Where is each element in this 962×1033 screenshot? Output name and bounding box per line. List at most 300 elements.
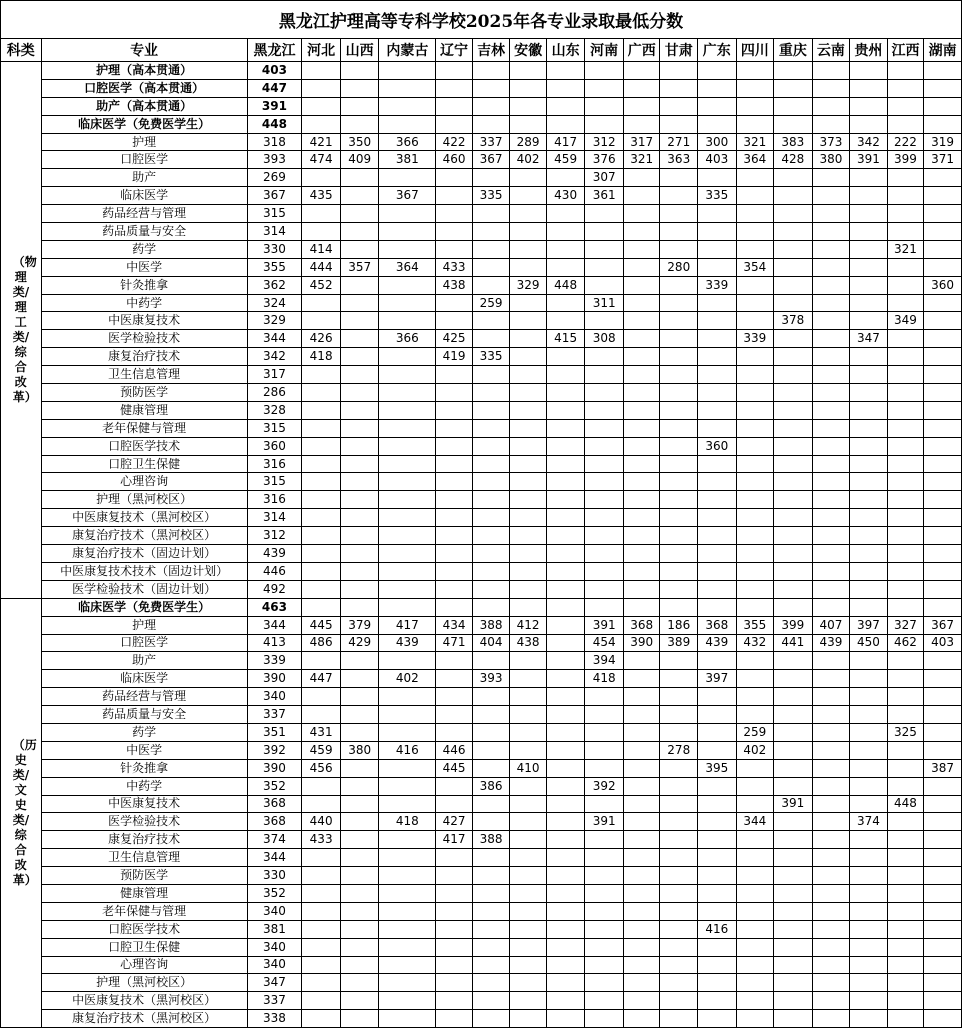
score-cell: 269 [247, 169, 302, 187]
score-cell [379, 723, 436, 741]
score-cell [660, 491, 698, 509]
score-cell [698, 545, 737, 563]
score-cell [924, 97, 962, 115]
score-cell [660, 849, 698, 867]
score-cell [379, 920, 436, 938]
score-cell [436, 473, 473, 491]
table-row [1, 992, 962, 1010]
major-name: 口腔医学（高本贯通） [41, 79, 247, 97]
score-cell [924, 419, 962, 437]
score-cell [774, 527, 813, 545]
score-cell [340, 509, 379, 527]
table-row [1, 527, 962, 545]
score-cell [850, 366, 888, 384]
score-cell [585, 455, 624, 473]
score-cell [660, 759, 698, 777]
score-cell [510, 652, 547, 670]
score-cell [774, 652, 813, 670]
score-cell [812, 795, 850, 813]
score-cell [379, 688, 436, 706]
score-cell [510, 419, 547, 437]
major-name: 中医学 [41, 258, 247, 276]
score-cell [340, 849, 379, 867]
major-name: 预防医学 [41, 384, 247, 402]
score-cell: 350 [340, 133, 379, 151]
score-cell: 441 [774, 634, 813, 652]
score-cell [302, 884, 341, 902]
score-cell [340, 688, 379, 706]
score-cell [698, 509, 737, 527]
score-cell: 378 [774, 312, 813, 330]
score-cell [623, 401, 660, 419]
score-cell [887, 992, 924, 1010]
major-name: 药品经营与管理 [41, 205, 247, 223]
score-cell [736, 670, 774, 688]
score-cell [660, 706, 698, 724]
score-cell [698, 580, 737, 598]
score-cell: 280 [660, 258, 698, 276]
score-cell [623, 491, 660, 509]
score-cell [302, 688, 341, 706]
score-cell [887, 777, 924, 795]
score-cell [736, 956, 774, 974]
table-row [1, 455, 962, 473]
score-cell [924, 688, 962, 706]
score-cell: 367 [247, 187, 302, 205]
score-cell [472, 706, 510, 724]
score-cell [436, 902, 473, 920]
score-cell [850, 240, 888, 258]
score-cell [546, 223, 585, 241]
score-cell [887, 545, 924, 563]
major-name: 健康管理 [41, 884, 247, 902]
score-cell [436, 884, 473, 902]
score-cell [887, 956, 924, 974]
score-cell: 335 [698, 187, 737, 205]
score-cell [812, 205, 850, 223]
score-cell [340, 348, 379, 366]
score-cell: 407 [812, 616, 850, 634]
score-cell [340, 795, 379, 813]
score-cell [585, 276, 624, 294]
score-cell [340, 527, 379, 545]
major-name: 中医康复技术技术（固边计划） [41, 562, 247, 580]
score-cell [585, 62, 624, 80]
score-cell [736, 867, 774, 885]
score-cell [623, 706, 660, 724]
column-header: 辽宁 [436, 39, 473, 62]
table-row [1, 187, 962, 205]
score-cell [736, 384, 774, 402]
major-name: 针灸推拿 [41, 759, 247, 777]
score-cell [660, 992, 698, 1010]
score-cell [698, 401, 737, 419]
score-cell [924, 62, 962, 80]
score-cell: 399 [887, 151, 924, 169]
score-cell [623, 831, 660, 849]
score-cell [585, 741, 624, 759]
score-cell [585, 1010, 624, 1028]
score-cell [924, 884, 962, 902]
score-cell [774, 509, 813, 527]
score-cell [340, 437, 379, 455]
score-cell [660, 831, 698, 849]
score-cell: 342 [247, 348, 302, 366]
score-cell [812, 545, 850, 563]
column-header: 山东 [546, 39, 585, 62]
score-cell [510, 312, 547, 330]
table-row [1, 491, 962, 509]
score-cell [623, 384, 660, 402]
score-cell: 393 [472, 670, 510, 688]
score-cell [924, 509, 962, 527]
score-cell [660, 437, 698, 455]
score-cell [774, 723, 813, 741]
score-cell [546, 920, 585, 938]
score-cell [774, 884, 813, 902]
score-cell [812, 491, 850, 509]
score-cell [472, 437, 510, 455]
score-cell [546, 366, 585, 384]
score-cell: 314 [247, 509, 302, 527]
score-cell: 355 [736, 616, 774, 634]
score-cell [698, 169, 737, 187]
score-cell [510, 974, 547, 992]
score-cell [698, 992, 737, 1010]
score-cell [924, 902, 962, 920]
score-cell [924, 777, 962, 795]
score-cell [736, 437, 774, 455]
score-cell [924, 992, 962, 1010]
score-cell [774, 240, 813, 258]
score-cell [510, 509, 547, 527]
category-label: （历史类/文史类/综合改革） [12, 737, 37, 887]
score-cell [379, 312, 436, 330]
score-cell [510, 258, 547, 276]
score-cell [736, 938, 774, 956]
score-cell: 367 [472, 151, 510, 169]
score-cell [510, 670, 547, 688]
score-cell [302, 97, 341, 115]
score-cell [436, 688, 473, 706]
score-cell [623, 527, 660, 545]
score-cell [812, 169, 850, 187]
table-row [1, 956, 962, 974]
score-cell: 404 [472, 634, 510, 652]
score-cell [698, 688, 737, 706]
table-row [1, 366, 962, 384]
score-cell: 321 [736, 133, 774, 151]
score-cell: 381 [247, 920, 302, 938]
score-cell [510, 598, 547, 616]
score-cell: 327 [887, 616, 924, 634]
score-cell [736, 276, 774, 294]
score-cell [774, 276, 813, 294]
score-cell [379, 849, 436, 867]
score-cell [850, 688, 888, 706]
major-name: 药品经营与管理 [41, 688, 247, 706]
score-cell [436, 187, 473, 205]
score-cell: 454 [585, 634, 624, 652]
major-name: 中药学 [41, 777, 247, 795]
score-cell: 388 [472, 616, 510, 634]
score-cell [698, 527, 737, 545]
score-cell [623, 598, 660, 616]
score-cell: 368 [247, 813, 302, 831]
score-cell [379, 902, 436, 920]
score-cell: 317 [247, 366, 302, 384]
score-cell: 259 [736, 723, 774, 741]
score-cell [546, 938, 585, 956]
score-cell [850, 831, 888, 849]
score-cell [436, 849, 473, 867]
score-cell [623, 741, 660, 759]
score-cell: 352 [247, 777, 302, 795]
score-cell [924, 366, 962, 384]
major-name: 医学检验技术（固边计划） [41, 580, 247, 598]
score-cell [774, 688, 813, 706]
score-cell: 395 [698, 759, 737, 777]
score-cell [472, 688, 510, 706]
score-cell: 430 [546, 187, 585, 205]
score-cell: 445 [302, 616, 341, 634]
score-cell [472, 491, 510, 509]
score-cell [850, 169, 888, 187]
score-cell [698, 795, 737, 813]
score-cell [850, 902, 888, 920]
score-cell: 337 [247, 992, 302, 1010]
score-cell: 391 [247, 97, 302, 115]
score-cell [585, 419, 624, 437]
table-row [1, 849, 962, 867]
major-name: 口腔医学 [41, 151, 247, 169]
score-cell [887, 455, 924, 473]
score-cell [812, 706, 850, 724]
column-header: 四川 [736, 39, 774, 62]
score-cell [850, 115, 888, 133]
score-cell: 314 [247, 223, 302, 241]
score-cell: 340 [247, 902, 302, 920]
score-cell: 186 [660, 616, 698, 634]
major-name: 药学 [41, 723, 247, 741]
major-name: 口腔医学技术 [41, 437, 247, 455]
score-cell [623, 419, 660, 437]
score-cell [698, 455, 737, 473]
major-name: 康复治疗技术（固边计划） [41, 545, 247, 563]
score-cell [472, 401, 510, 419]
score-cell [774, 545, 813, 563]
score-cell: 452 [302, 276, 341, 294]
score-cell [585, 688, 624, 706]
score-cell [436, 312, 473, 330]
score-cell [379, 276, 436, 294]
column-header: 广东 [698, 39, 737, 62]
major-name: 药学 [41, 240, 247, 258]
column-header: 云南 [812, 39, 850, 62]
score-cell [887, 688, 924, 706]
major-name: 护理（高本贯通） [41, 62, 247, 80]
score-cell: 389 [660, 634, 698, 652]
major-name: 中医康复技术 [41, 795, 247, 813]
score-cell: 347 [247, 974, 302, 992]
score-cell [850, 437, 888, 455]
score-cell [585, 884, 624, 902]
score-cell [302, 795, 341, 813]
score-cell [850, 527, 888, 545]
score-cell [736, 598, 774, 616]
table-row [1, 205, 962, 223]
score-cell [924, 706, 962, 724]
score-cell [924, 527, 962, 545]
score-cell [302, 455, 341, 473]
score-cell [698, 902, 737, 920]
score-cell [546, 258, 585, 276]
score-cell [924, 849, 962, 867]
score-cell: 307 [585, 169, 624, 187]
score-cell [546, 580, 585, 598]
score-cell [302, 902, 341, 920]
table-row [1, 777, 962, 795]
score-cell [660, 527, 698, 545]
score-cell [546, 1010, 585, 1028]
score-cell [510, 580, 547, 598]
major-name: 护理 [41, 133, 247, 151]
score-cell [623, 187, 660, 205]
score-cell [698, 366, 737, 384]
score-cell [510, 867, 547, 885]
score-cell [546, 688, 585, 706]
score-cell [546, 562, 585, 580]
score-cell [812, 831, 850, 849]
score-cell [623, 867, 660, 885]
score-cell: 447 [302, 670, 341, 688]
score-cell: 339 [736, 330, 774, 348]
score-cell [510, 79, 547, 97]
score-cell [850, 849, 888, 867]
score-cell [436, 97, 473, 115]
score-cell: 392 [585, 777, 624, 795]
score-cell [924, 187, 962, 205]
score-cell [472, 813, 510, 831]
score-cell [698, 258, 737, 276]
score-cell [698, 723, 737, 741]
score-cell [774, 974, 813, 992]
table-row [1, 831, 962, 849]
score-cell: 381 [379, 151, 436, 169]
score-cell [812, 723, 850, 741]
score-cell: 328 [247, 401, 302, 419]
major-name: 中医康复技术（黑河校区） [41, 992, 247, 1010]
score-cell [340, 330, 379, 348]
score-cell: 329 [510, 276, 547, 294]
score-cell [436, 223, 473, 241]
score-cell: 371 [924, 151, 962, 169]
score-cell [585, 384, 624, 402]
score-cell: 434 [436, 616, 473, 634]
score-cell [812, 598, 850, 616]
score-cell [660, 97, 698, 115]
score-cell [850, 258, 888, 276]
score-cell [302, 956, 341, 974]
major-name: 护理 [41, 616, 247, 634]
score-cell [472, 62, 510, 80]
score-cell: 428 [774, 151, 813, 169]
score-cell [546, 527, 585, 545]
score-cell [510, 956, 547, 974]
score-cell [510, 831, 547, 849]
score-cell [623, 455, 660, 473]
score-cell [302, 79, 341, 97]
score-cell [436, 920, 473, 938]
table-row [1, 562, 962, 580]
score-cell [472, 330, 510, 348]
score-cell [698, 1010, 737, 1028]
score-cell: 366 [379, 133, 436, 151]
score-cell [698, 562, 737, 580]
score-cell [340, 580, 379, 598]
score-cell [924, 205, 962, 223]
score-cell [623, 545, 660, 563]
score-cell [774, 813, 813, 831]
score-cell [774, 258, 813, 276]
score-cell [887, 867, 924, 885]
score-cell [379, 938, 436, 956]
score-cell [850, 79, 888, 97]
score-cell [472, 956, 510, 974]
score-cell [302, 401, 341, 419]
major-name: 针灸推拿 [41, 276, 247, 294]
score-cell [812, 79, 850, 97]
table-row [1, 151, 962, 169]
score-cell [698, 741, 737, 759]
table-row [1, 62, 962, 80]
score-cell [340, 97, 379, 115]
score-cell [302, 849, 341, 867]
table-row [1, 867, 962, 885]
score-cell [472, 527, 510, 545]
score-cell [850, 759, 888, 777]
table-row [1, 741, 962, 759]
score-cell [850, 205, 888, 223]
score-cell [774, 580, 813, 598]
major-name: 口腔医学技术 [41, 920, 247, 938]
score-cell [850, 509, 888, 527]
score-cell [812, 330, 850, 348]
score-cell [340, 938, 379, 956]
score-cell [887, 831, 924, 849]
score-cell [924, 169, 962, 187]
score-cell [698, 419, 737, 437]
score-cell [510, 849, 547, 867]
score-cell [472, 115, 510, 133]
score-cell: 321 [887, 240, 924, 258]
score-cell [623, 348, 660, 366]
column-header: 黑龙江 [247, 39, 302, 62]
category-label: （物理类/理工类/综合改革） [12, 254, 37, 404]
score-cell [340, 884, 379, 902]
score-cell [472, 562, 510, 580]
score-cell [472, 759, 510, 777]
score-cell: 418 [585, 670, 624, 688]
score-cell [510, 97, 547, 115]
score-cell: 330 [247, 240, 302, 258]
table-row [1, 920, 962, 938]
score-cell [436, 509, 473, 527]
score-cell [736, 509, 774, 527]
score-cell [585, 437, 624, 455]
score-cell [510, 545, 547, 563]
score-cell [302, 527, 341, 545]
